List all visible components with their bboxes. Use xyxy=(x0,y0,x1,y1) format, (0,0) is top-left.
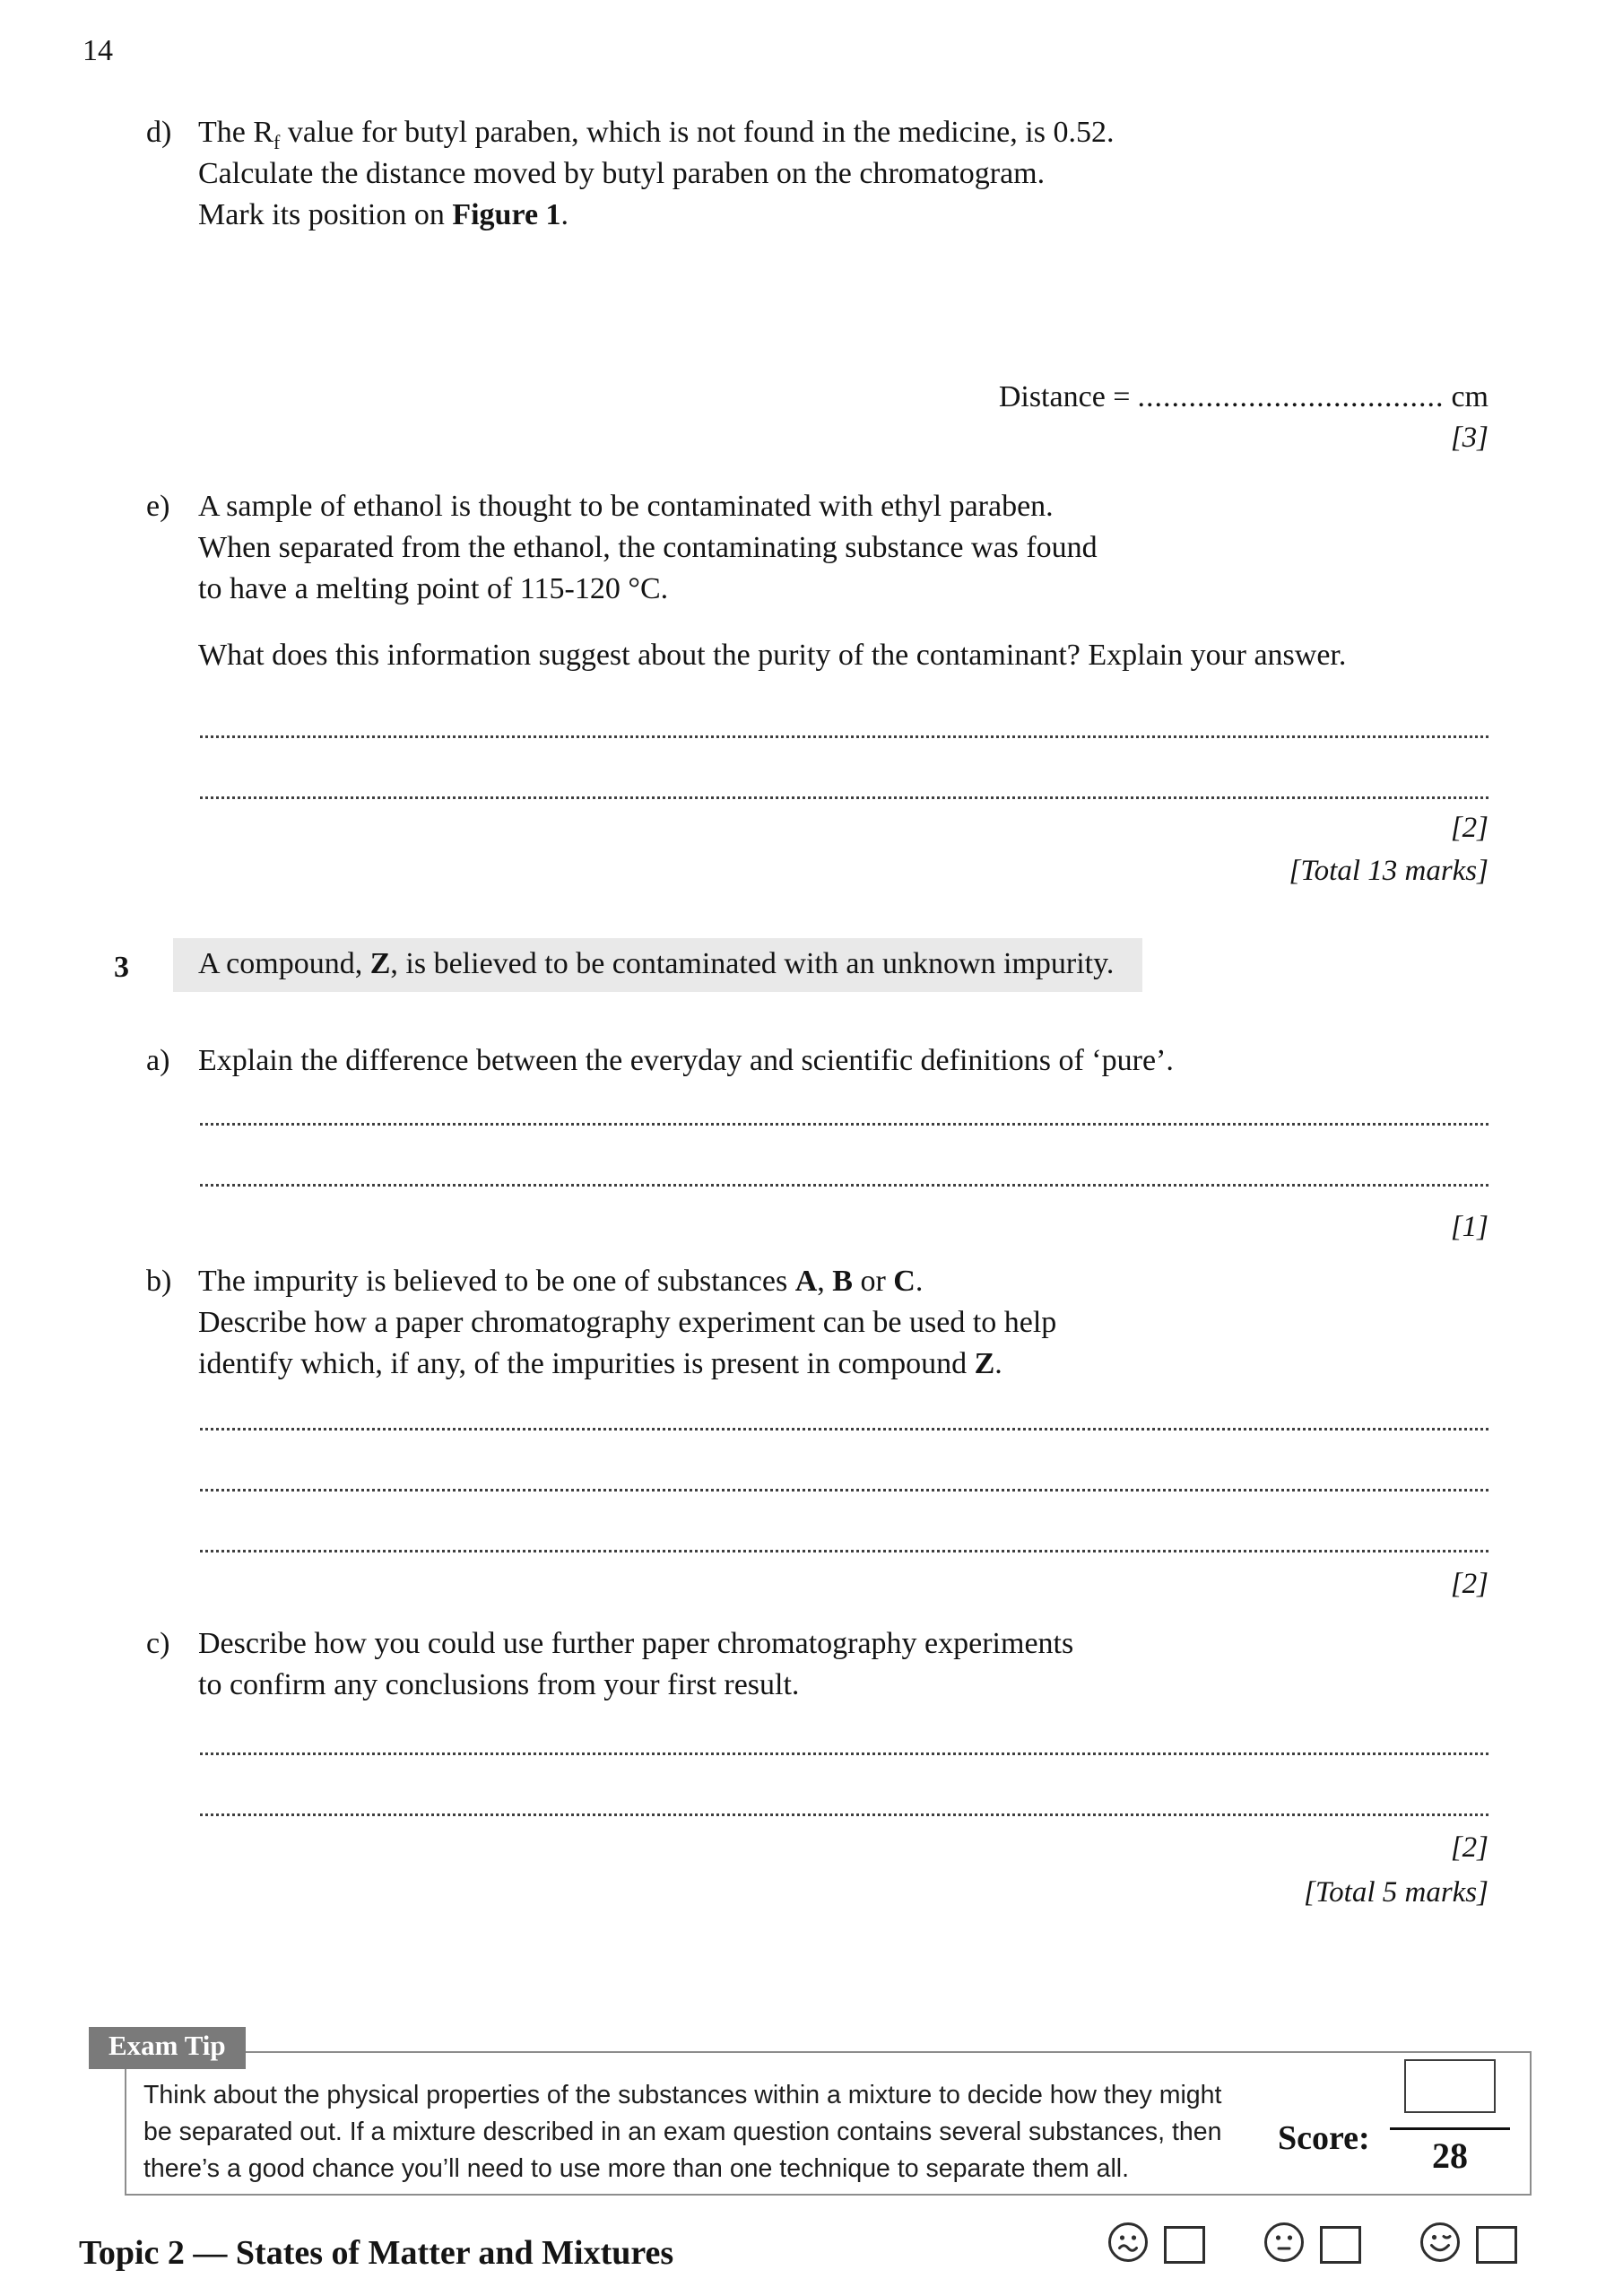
q3a-label: a) xyxy=(146,1044,170,1077)
q3b-line3 xyxy=(198,1344,1002,1385)
figure-1-reference: Figure 1 xyxy=(452,198,561,231)
distance-label: Distance = xyxy=(998,380,1131,413)
q2e-label: e) xyxy=(146,490,170,523)
rating-group-unsure xyxy=(1107,2221,1205,2268)
compound-z: Z xyxy=(369,947,391,980)
q3-stem xyxy=(173,938,1142,992)
rating-checkbox-confident xyxy=(1476,2226,1517,2264)
q3c-marks: [2] xyxy=(1450,1831,1488,1864)
self-assessment-row xyxy=(1107,2221,1517,2268)
exam-tip-line1: Think about the physical properties of the substances within a mixture to decide how they might xyxy=(143,2081,1222,2109)
q3b-line3-pre: identify which, if any, of the impurities is present in compound xyxy=(198,1347,975,1380)
q3b-line1-mid2: or xyxy=(852,1265,894,1298)
exam-tip-line3: there’s a good chance you’ll need to use more than one technique to separate them all. xyxy=(143,2154,1130,2183)
q2e-marks: [2] xyxy=(1450,812,1488,844)
q3b-line1 xyxy=(198,1261,923,1302)
q3c-line2: to confirm any conclusions from your first result. xyxy=(198,1668,800,1701)
score-label: Score: xyxy=(1278,2119,1370,2157)
q3b-line1-post: . xyxy=(915,1265,924,1298)
q3b-line3-post: . xyxy=(994,1347,1002,1380)
q3b-label: b) xyxy=(146,1265,172,1298)
answer-line xyxy=(200,735,1488,738)
rating-group-okay xyxy=(1263,2221,1361,2268)
q3b-line1-pre: The impurity is believed to be one of substances xyxy=(198,1265,795,1298)
q2e-line3: to have a melting point of 115-120 °C. xyxy=(198,572,669,605)
q3b-line1-mid1: , xyxy=(817,1265,833,1298)
q2-total-marks: [Total 13 marks] xyxy=(1289,855,1488,887)
confused-face-icon xyxy=(1107,2221,1150,2268)
answer-line xyxy=(200,1550,1488,1552)
q3-number: 3 xyxy=(114,951,129,984)
answer-line xyxy=(200,796,1488,799)
score-divider-line xyxy=(1390,2127,1510,2130)
q2d-line3 xyxy=(198,195,568,236)
neutral-face-icon xyxy=(1263,2221,1306,2268)
happy-face-icon xyxy=(1419,2221,1462,2268)
rating-checkbox-unsure xyxy=(1164,2226,1205,2264)
answer-line xyxy=(200,1428,1488,1431)
exam-tip-line2: be separated out. If a mixture described in an exam question contains several substances, then xyxy=(143,2118,1222,2146)
q3-stem-post: , is believed to be contaminated with an unknown impurity. xyxy=(390,947,1115,980)
q2e-line1: A sample of ethanol is thought to be contaminated with ethyl paraben. xyxy=(198,490,1054,523)
compound-z: Z xyxy=(974,1347,995,1380)
q2e-prompt: What does this information suggest about the purity of the contaminant? Explain your answer. xyxy=(198,639,1347,672)
substance-b: B xyxy=(832,1265,853,1298)
substance-c: C xyxy=(893,1265,916,1298)
q2d-line3-pre: Mark its position on xyxy=(198,198,453,231)
answer-line xyxy=(200,1813,1488,1816)
rf-subscript: f xyxy=(273,130,281,153)
substance-a: A xyxy=(794,1265,818,1298)
q2d-label: d) xyxy=(146,116,172,149)
q3c-label: c) xyxy=(146,1627,170,1660)
distance-unit: cm xyxy=(1451,380,1488,413)
score-entry-box xyxy=(1404,2059,1496,2113)
q3a-marks: [1] xyxy=(1450,1211,1488,1243)
q2d-marks: [3] xyxy=(1450,422,1488,454)
q3c-line1: Describe how you could use further paper chromatography experiments xyxy=(198,1627,1074,1660)
answer-line xyxy=(200,1752,1488,1755)
q3-stem-pre: A compound, xyxy=(198,947,370,980)
rating-checkbox-okay xyxy=(1320,2226,1361,2264)
q3a-line1: Explain the difference between the everyday and scientific definitions of ‘pure’. xyxy=(198,1044,1174,1077)
page-number: 14 xyxy=(82,34,113,67)
answer-line xyxy=(200,1123,1488,1126)
q2d-line1-post: value for butyl paraben, which is not found in the medicine, is 0.52. xyxy=(280,116,1115,149)
q2d-line3-post: . xyxy=(560,198,569,231)
q2d-line1 xyxy=(198,112,1114,153)
exam-tip-label: Exam Tip xyxy=(89,2027,246,2069)
topic-footer: Topic 2 — States of Matter and Mixtures xyxy=(79,2234,674,2272)
distance-answer-line xyxy=(999,377,1488,418)
q2d-line2: Calculate the distance moved by butyl paraben on the chromatogram. xyxy=(198,157,1046,190)
answer-line xyxy=(200,1184,1488,1187)
q3b-marks: [2] xyxy=(1450,1568,1488,1600)
answer-line xyxy=(200,1489,1488,1492)
q3-total-marks: [Total 5 marks] xyxy=(1303,1876,1488,1909)
answer-dotted-blank: .................................... xyxy=(1137,380,1445,413)
score-total: 28 xyxy=(1432,2135,1468,2176)
q2d-line1-pre: The R xyxy=(198,116,274,149)
q3b-line2: Describe how a paper chromatography experiment can be used to help xyxy=(198,1306,1057,1339)
rating-group-confident xyxy=(1419,2221,1517,2268)
q2e-line2: When separated from the ethanol, the contaminating substance was found xyxy=(198,531,1098,564)
